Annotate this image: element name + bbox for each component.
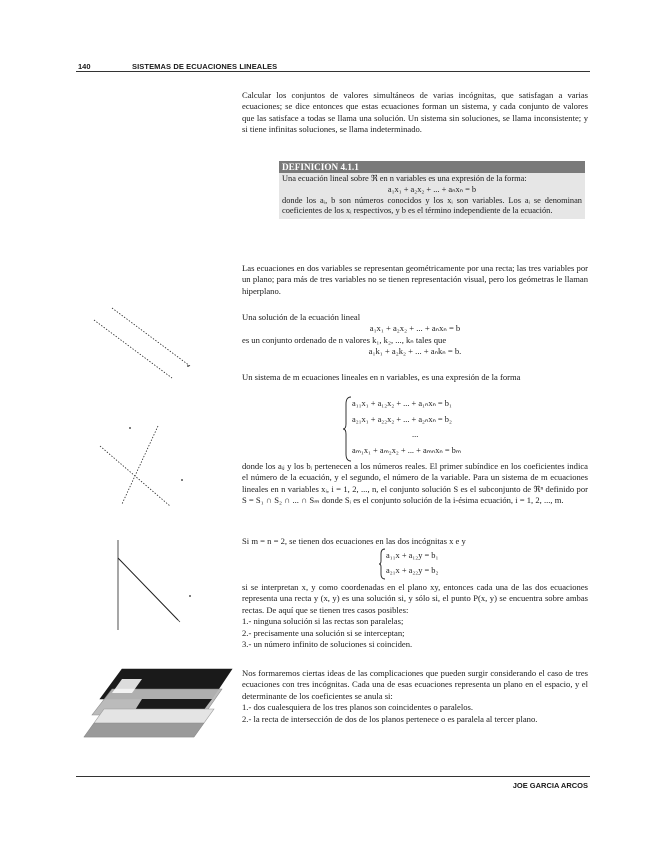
definition-title: DEFINICION 4.1.1	[279, 161, 585, 173]
intro-paragraph: Calcular los conjuntos de valores simultáneos de varias incógnitas, que satisfagan a varias ecuaciones; se dice entonces que estas ecuaciones forman un sistema, y cada conjunto de valores que las satisface a todas se llama una solución. Un sistema sin soluciones, se llama inconsistente; y si tiene infinitas soluciones, se llama indeterminado.	[242, 90, 588, 135]
system-row: a₂₁x₁ + a₂₂x₂ + ... + a₂ₙxₙ = b₂	[352, 414, 452, 424]
three-planes-figure	[82, 663, 234, 748]
two-by-two-rows	[386, 548, 438, 578]
system-row: ...	[412, 430, 419, 439]
system-brace	[342, 396, 352, 467]
case-item: 1.- ninguna solución si las rectas son paralelas;	[242, 616, 404, 627]
plane-item: 1.- dos cualesquiera de los tres planos son coincidentes o paralelos.	[242, 702, 474, 713]
solution-section	[242, 312, 588, 358]
header-rule	[76, 71, 590, 72]
footer-author: JOE GARCIA ARCOS	[512, 781, 588, 790]
case-item: 3.- un número infinito de soluciones si coinciden.	[242, 639, 413, 650]
solution-line-1: Una solución de la ecuación lineal	[242, 312, 361, 322]
two-by-two-intro: Si m = n = 2, se tienen dos ecuaciones en las dos incógnitas x e y	[242, 536, 466, 546]
definition-box	[279, 161, 585, 219]
page-number: 140	[78, 62, 91, 71]
coincident-lines-figure	[94, 536, 204, 641]
definition-text-1: Una ecuación lineal sobre ℜ en n variables es una expresión de la forma:	[282, 174, 527, 183]
chapter-title: SISTEMAS DE ECUACIONES LINEALES	[132, 62, 278, 71]
solution-eq-1: a₁x₁ + a₂x₂ + ... + aₙxₙ = b	[369, 323, 461, 334]
system-explanation: donde los aᵢⱼ y los bᵢ pertenecen a los números reales. El primer subíndice en los coeficientes indica el número de la ecuación, y el segundo, el número de la variable. Para un sistema de m ecuaciones lineales en n variables xᵢ, i = 1, 2, ..., n, el conjunto solución S es el subconjunto de ℜⁿ definido por S = S₁ ∩ S₂ ∩ ... ∩ Sₘ donde Sᵢ es el conjunto solución de la i-ésima ecuación, i = 1, 2, ..., m.	[242, 461, 588, 506]
definition-equation: a₁x₁ + a₂x₂ + ... + aₙxₙ = b	[387, 184, 477, 194]
two-by-two-row: a₁₁x + a₁₂y = b₁	[386, 551, 439, 560]
footer-rule	[76, 776, 590, 777]
solution-eq-2: a₁k₁ + a₂k₂ + ... + aₙkₙ = b.	[368, 346, 462, 357]
parallel-lines-figure	[86, 300, 206, 385]
definition-text-2: donde los aᵢ, b son números conocidos y los xᵢ son variables. Los aᵢ se denominan coeficientes de los xᵢ respectivos, y b es el término independiente de la ecuación.	[282, 195, 582, 216]
two-by-two-brace	[378, 548, 386, 585]
case-item: 2.- precisamente una solución si se interceptan;	[242, 627, 405, 638]
system-rows	[352, 396, 461, 458]
system-intro: Un sistema de m ecuaciones lineales en n variables, es una expresión de la forma	[242, 372, 521, 382]
three-planes-section: Nos formaremos ciertas ideas de las complicaciones que pueden surgir considerando el caso de tres ecuaciones con tres incógnitas. Cada una de esas ecuaciones representa un plano en el espacio, y el determinante de los coeficientes se anula si: 1.- dos cualesquiera de los tres planos son coincidentes o paralelos. 2.- la recta de intersección de dos de los planos pertenece o es paralela al tercer plano.	[242, 668, 588, 724]
system-row: a₁₁x₁ + a₁₂x₂ + ... + a₁ₙxₙ = b₁	[352, 399, 452, 408]
two-by-two-explanation: si se interpretan x, y como coordenadas en el plano xy, entonces cada una de las dos ecuaciones representa una recta y (x, y) es una solución si, y sólo si, el punto P(x, y) se encuentra sobre ambas rectas. De aquí que se tienen tres casos posibles: 1.- ninguna solución si las rectas son paralelas; 2.- precisamente una solución si se interceptan; 3.- un número infinito de soluciones si coinciden.	[242, 582, 588, 650]
solution-line-2: es un conjunto ordenado de n valores k₁, k₂, ..., kₙ tales que	[242, 334, 447, 345]
intersecting-lines-figure	[90, 418, 200, 513]
system-row: aₘ₁x₁ + aₘ₂x₂ + ... + aₘₙxₙ = bₘ	[352, 445, 462, 455]
geometry-paragraph: Las ecuaciones en dos variables se representan geométricamente por una recta; las tres variables por un plano; para más de tres variables no se tienen representación visual, pero los geómetras le llaman hiperplano.	[242, 263, 588, 296]
two-by-two-row: a₂₁x + a₂₂y = b₂	[386, 566, 439, 575]
plane-item: 2.- la recta de intersección de dos de los planos pertenece o es paralela al tercer plano.	[242, 713, 538, 724]
